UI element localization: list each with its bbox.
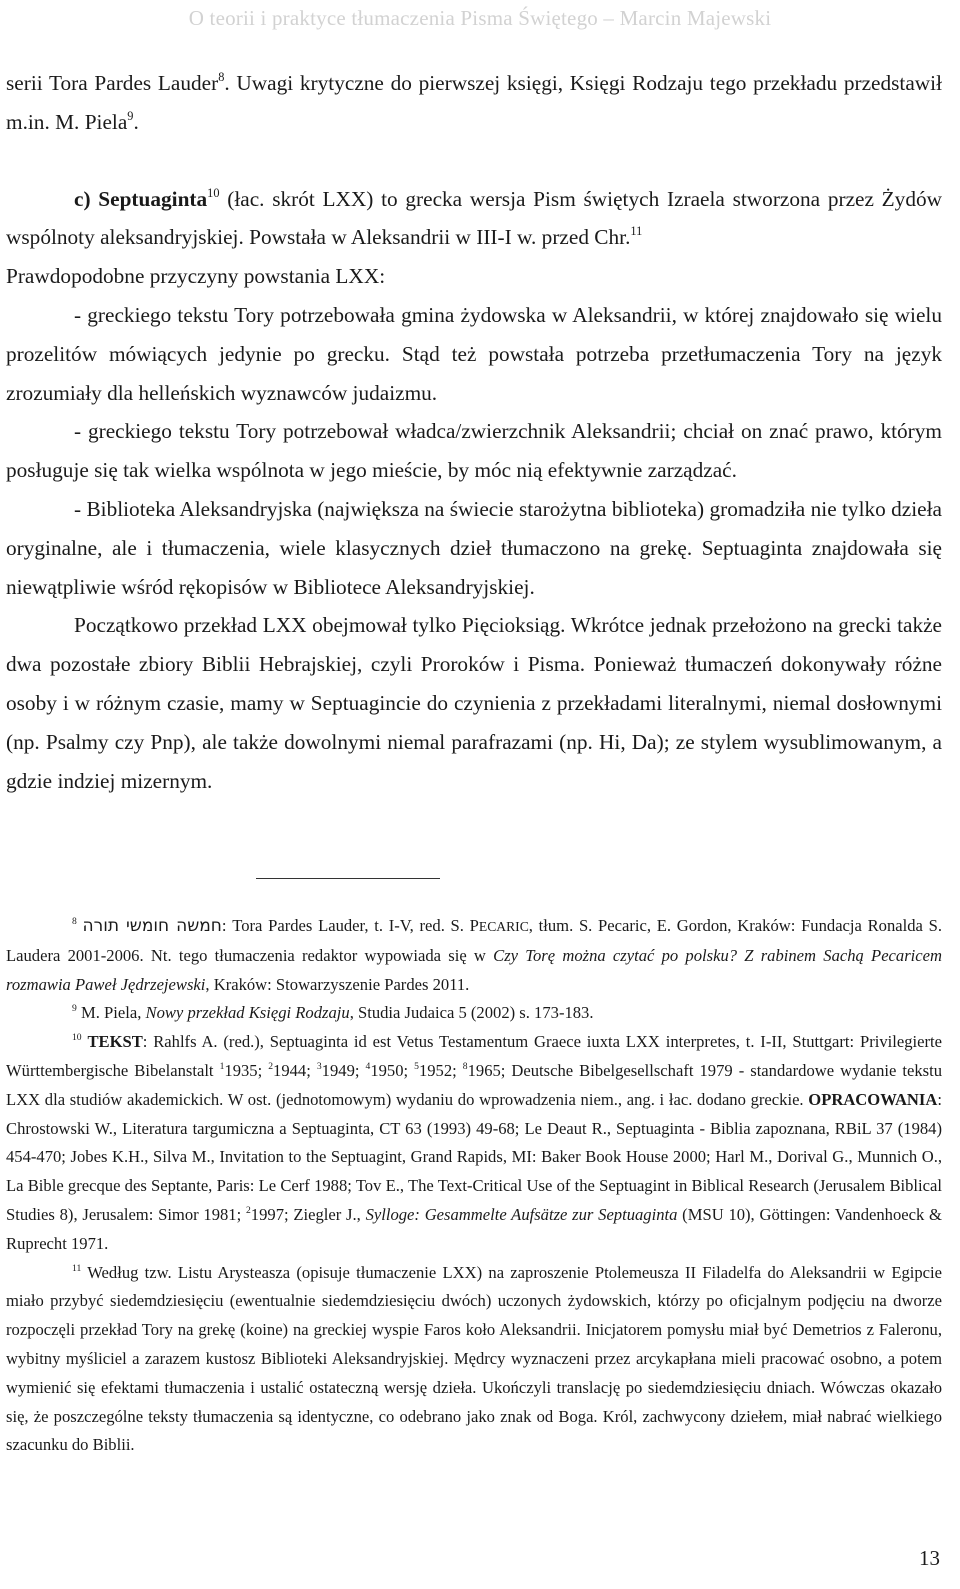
text-run: : Chrostowski W., Literatura targumiczna a Septuaginta, CT 63 (1993) 49-68; Le Deaut R., Septuaginta - Biblia zapoznana, RBiL 37 (1984) 454-470; Jobes K.H., Silva M., Invitation to the Septuagint, Grand Rapids, MI: Baker Book House 2000; Harl M., Dorival G., Munnich O., La Bible grecque des Septante, Paris: Le Cerf 1988; Tov E., The Text-Critical Use of the Septuagint in Biblical Research (Jerusalem Biblical Studies 8), Jerusalem: Simor 1981; [6, 1089, 942, 1224]
footnote-number: 8 [72, 915, 77, 927]
paragraph-reasons-heading: Prawdopodobne przyczyny powstania LXX: [6, 264, 386, 289]
footnote-9 [6, 999, 942, 1028]
text-run: . [133, 109, 139, 134]
page-number: 13 [919, 1546, 940, 1570]
italic-title: Sylloge: Gesammelte Aufsätze zur Septuaginta [365, 1204, 678, 1224]
text-run: , tłum. S. Pecaric, E. Gordon, Kraków: Fundacja Ronalda S. Laudera 2001-2006. Nt. tego tłumaczenia redaktor wypowiada się w [6, 916, 943, 965]
paragraph-reason-2: - greckiego tekstu Tory potrzebował władca/zwierzchnik Aleksandrii; chciał on znać prawo, którym posługuje się tak wielka wspólnota w jego mieście, by móc nią efektywnie zarządzać. [6, 419, 942, 483]
edition-sup: 8 [462, 1060, 468, 1072]
footnote-10 [6, 1028, 942, 1258]
bold-label: TEKST [87, 1032, 143, 1052]
footnote-separator [256, 878, 440, 879]
text-run: 1952; [418, 1060, 463, 1080]
footnote-8 [6, 912, 942, 999]
paragraph-septuaginta [6, 180, 942, 258]
edition-sup: 2 [245, 1204, 251, 1216]
edition-sup: 3 [316, 1060, 322, 1072]
text-run: 1944; [273, 1060, 317, 1080]
section-label: c) Septuaginta [74, 186, 208, 211]
italic-title: Czy Torę można czytać po polsku? Z rabinem Sachą Pecaricem rozmawia Paweł Jędrzejewski [6, 945, 942, 994]
footnote-ref-9[interactable]: 9 [127, 108, 134, 123]
text-run: serii Tora Pardes Lauder [6, 71, 219, 95]
paragraph-tora-pardes [6, 64, 942, 142]
text-run: (MSU 10), Göttingen: Vandenhoeck & Ruprecht 1971. [6, 1204, 942, 1253]
edition-sup: 2 [268, 1060, 274, 1072]
footnote-number: 11 [72, 1262, 82, 1274]
bold-label: OPRACOWANIA [808, 1089, 938, 1109]
running-header: O teorii i praktyce tłumaczenia Pisma Świętego – Marcin Majewski [188, 6, 772, 30]
text-run: : Rahlfs A. (red.), Septuaginta id est Vetus Testamentum Graece iuxta LXX interpretes, t. I-II, Stuttgart: Privilegierte Württembergische Bibelanstalt [6, 1032, 942, 1080]
text-run: M. Piela, [76, 1003, 146, 1023]
text-run: 1949; [321, 1060, 366, 1080]
footnote-ref-8[interactable]: 8 [218, 69, 225, 84]
paragraph-reason-3: - Biblioteka Aleksandryjska (największa na świecie starożytna biblioteka) gromadziła nie tylko dzieła oryginalne, ale i tłumaczenia, wiele klasycznych dzieł tłumaczono na grekę. Septuaginta znajdowała się niewątpliwie wśród rękopisów w Bibliotece Aleksandryjskiej. [6, 496, 942, 599]
text-run: , Studia Judaica 5 (2002) s. 173-183. [349, 1003, 594, 1023]
edition-sup: 1 [219, 1060, 225, 1072]
footnote-11 [6, 1259, 942, 1461]
text-run: , Kraków: Stowarzyszenie Pardes 2011. [205, 974, 470, 994]
footnote-number: 10 [72, 1031, 82, 1043]
text-run: . Uwagi krytyczne do pierwszej księgi, Księgi Rodzaju tego przekładu przedstawił m.in. M. Piela [6, 71, 943, 134]
footnote-number: 9 [72, 1003, 77, 1015]
text-run: Według tzw. Listu Arysteasza (opisuje tłumaczenie LXX) na zaproszenie Ptolemeusza II Filadelfa do Aleksandrii w Egipcie miało przybyć siedemdziesięciu (ewentualnie siedemdziesięciu dwóch) uczonych żydowskich, którzy po oficjalnym podjęciu na dworze rozpoczęli przekład Tory na grekę (koine) na greckiej wyspie Faros koło Aleksandrii. Inicjatorem pomysłu miał być Demetrios z Faleronu, wybitny myśliciel a zarazem kustosz Biblioteki Aleksandryjskiej. Mędrcy wyznaczeni przez arcykapłana mieli pracować osobno, a potem wymienić się efektami tłumaczenia i ustalić ostateczną wersję dzieła. Ukończyli translację po siedemdziesięciu dniach. Wówczas okazało się, że poszczególne teksty tłumaczenia są identyczne, co odebrano jako znak od Boga. Król, zachwycony dziełem, miał nabrać wielkiego szacunku do Biblii. [6, 1262, 942, 1455]
footnote-ref-11[interactable]: 11 [630, 224, 643, 239]
italic-title: Nowy przekład Księgi Rodzaju [145, 1003, 350, 1023]
text-run: ECARIC [478, 919, 529, 934]
hebrew-title: חמשה חומשי תורה [82, 916, 222, 936]
footnote-ref-10[interactable]: 10 [207, 185, 220, 200]
text-run: 1935; [224, 1060, 269, 1080]
text-run: (łac. skrót LXX) to grecka wersja Pism świętych Izraela stworzona przez Żydów wspólnoty aleksandryjskiej. Powstała w Aleksandrii w III-I w. przed Chr. [6, 186, 942, 250]
text-run: 1965; Deutsche Bibelgesellschaft 1979 - standardowe wydanie tekstu LXX dla studiów akademickich. W ost. (jednotomowym) wydaniu do wprowadzenia niem., ang. i łac. dodano greckie. [6, 1060, 942, 1109]
edition-sup: 4 [365, 1060, 371, 1072]
paragraph-lxx-scope: Początkowo przekład LXX obejmował tylko Pięcioksiąg. Wkrótce jednak przełożono na grecki także dwa pozostałe zbiory Biblii Hebrajskiej, czyli Proroków i Pisma. Ponieważ tłumaczeń dokonywały różne osoby i w różnym czasie, mamy w Septuagincie do czynienia z przekładami literalnymi, niemal dosłownymi (np. Psalmy czy Pnp), ale także dowolnymi niemal parafrazami (np. Hi, Da); ze stylem wysublimowanym, a gdzie indziej mizernym. [6, 613, 942, 793]
text-run: : Tora Pardes Lauder, t. I-V, red. S. P [221, 916, 479, 935]
main-text [6, 64, 942, 800]
paragraph-reason-1: - greckiego tekstu Tory potrzebowała gmina żydowska w Aleksandrii, w której znajdowało się wielu prozelitów mówiących jedynie po grecku. Stąd też powstała potrzeba przetłumaczenia Tory na język zrozumiały dla helleńskich wyznawców judaizmu. [6, 302, 942, 405]
footnotes [6, 912, 942, 1460]
text-run: 1997; Ziegler J., [250, 1204, 366, 1224]
edition-sup: 5 [414, 1060, 419, 1072]
text-run: 1950; [370, 1060, 415, 1080]
